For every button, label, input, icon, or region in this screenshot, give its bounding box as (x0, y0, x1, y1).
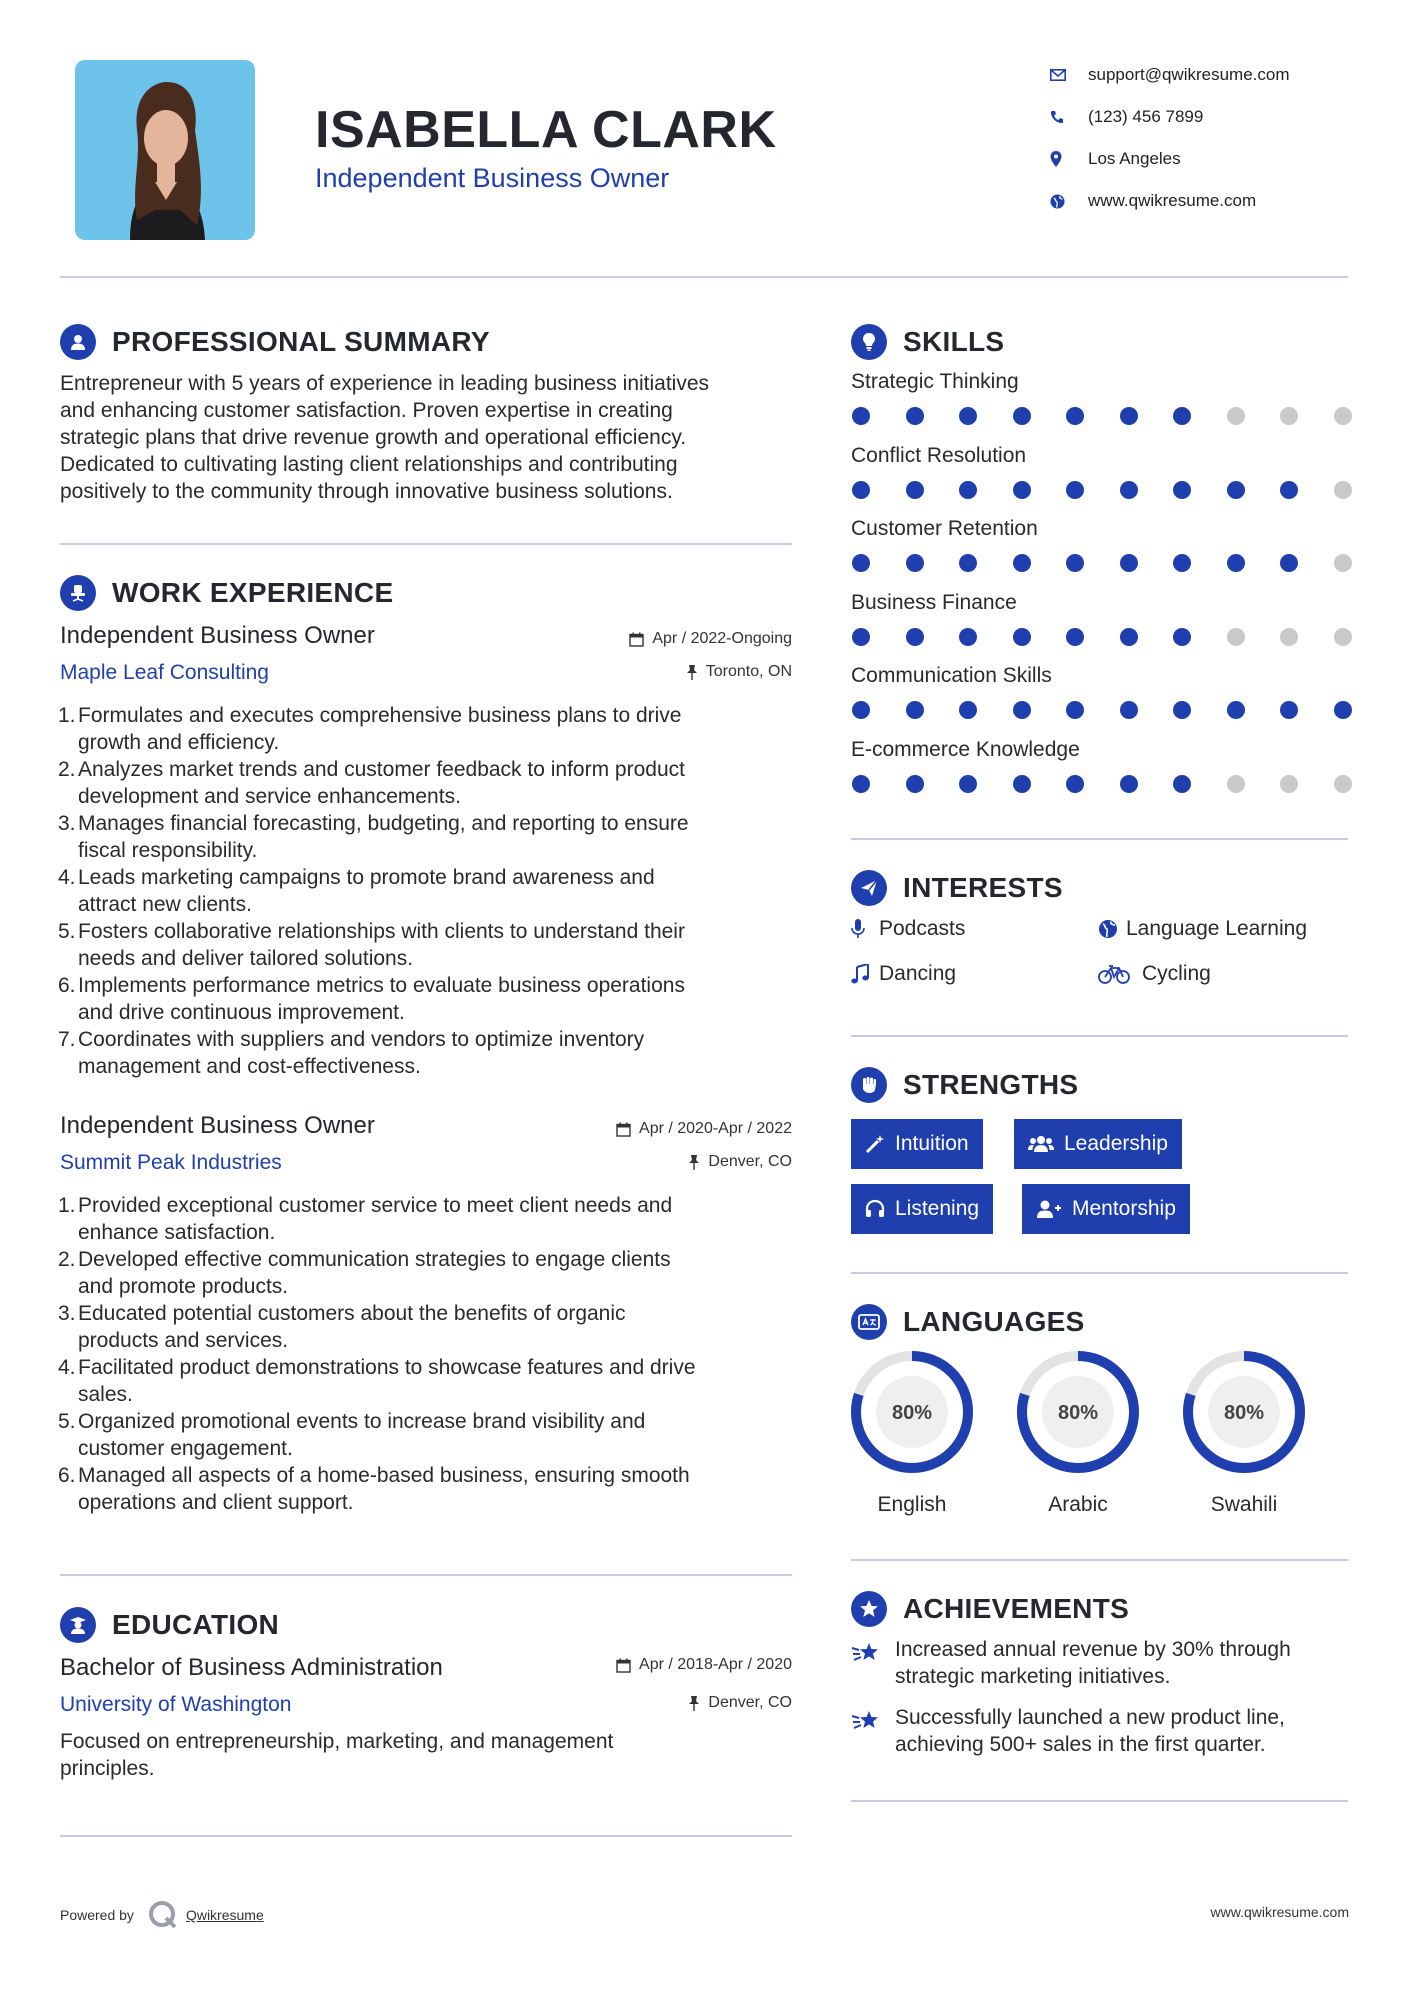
summary-line: and enhancing customer satisfaction. Proven expertise in creating (60, 399, 673, 422)
rating-dot-empty (1227, 628, 1245, 646)
rating-dot-empty (1227, 775, 1245, 793)
rating-dot-filled (1280, 554, 1298, 572)
globe-icon (1098, 919, 1126, 939)
list-item: 1. Formulates and executes comprehensive business plans to drive growth and efficiency. (58, 704, 682, 754)
pushpin-icon (686, 665, 698, 680)
rating-dot-filled (1173, 701, 1191, 719)
candidate-name: ISABELLA CLARK (315, 101, 777, 159)
skill-rating (852, 701, 1352, 719)
rating-dot-filled (1173, 775, 1191, 793)
language-progress-ring (1016, 1350, 1140, 1474)
list-item: 4. Leads marketing campaigns to promote brand awareness and attract new clients. (58, 866, 655, 916)
shooting-star-icon (851, 1704, 895, 1758)
list-item: 7. Coordinates with suppliers and vendors to optimize inventory management and cost-effectiveness. (58, 1028, 645, 1078)
fist-icon (851, 1067, 887, 1103)
skill-rating (852, 775, 1352, 793)
rating-dot-empty (1334, 481, 1352, 499)
rating-dot-filled (1173, 407, 1191, 425)
microphone-icon (851, 919, 879, 939)
skill-rating (852, 554, 1352, 572)
rating-dot-filled (906, 628, 924, 646)
interest-item-dancing (851, 962, 956, 986)
user-plus-icon (1036, 1199, 1062, 1219)
calendar-icon (616, 1658, 631, 1673)
rating-dot-empty (1280, 407, 1298, 425)
education-heading: EDUCATION (112, 1609, 280, 1640)
skill-name: Customer Retention (851, 517, 1038, 540)
summary-text (60, 370, 795, 505)
interests-heading: INTERESTS (903, 872, 1063, 903)
strengths-heading: STRENGTHS (903, 1069, 1079, 1100)
achievement-item (851, 1636, 1351, 1690)
rating-dot-empty (1334, 628, 1352, 646)
rating-dot-filled (959, 407, 977, 425)
users-icon (1028, 1134, 1054, 1154)
strength-tag-leadership (1014, 1119, 1182, 1169)
rating-dot-filled (1120, 407, 1138, 425)
contact-phone-text: (123) 456 7899 (1088, 107, 1204, 126)
school-name: University of Washington (60, 1693, 292, 1716)
strength-tag-intuition (851, 1119, 983, 1169)
phone-icon (1050, 110, 1088, 124)
rating-dot-filled (1066, 554, 1084, 572)
list-item: 6. Managed all aspects of a home-based business, ensuring smooth operations and client support. (58, 1464, 690, 1514)
list-item: 2. Analyzes market trends and customer feedback to inform product development and service enhancements. (58, 758, 685, 808)
job-title: Independent Business Owner (60, 1112, 375, 1139)
summary-line: positively to the community through innovative business solutions. (60, 480, 673, 503)
rating-dot-filled (906, 407, 924, 425)
interests-header (851, 870, 1063, 906)
skill-name: Conflict Resolution (851, 443, 1027, 467)
footer-powered-by (60, 1900, 264, 1930)
contact-website[interactable] (1050, 180, 1290, 222)
skill-name: E-commerce Knowledge (851, 737, 1080, 761)
contact-website-text: www.qwikresume.com (1088, 191, 1257, 210)
rating-dot-filled (1013, 554, 1031, 572)
education-header (60, 1607, 279, 1643)
envelope-icon (1050, 69, 1088, 81)
qwikresume-link[interactable]: Qwikresume (185, 1907, 264, 1923)
achievements-divider (851, 1800, 1348, 1802)
job-company: Summit Peak Industries (60, 1151, 282, 1174)
achievement-text: Increased annual revenue by 30% through strategic marketing initiatives. (895, 1638, 1291, 1688)
music-icon (851, 964, 879, 984)
office-chair-icon (60, 575, 96, 611)
education-location (688, 1694, 792, 1712)
list-item: 3. Manages financial forecasting, budgeting, and reporting to ensure fiscal responsibility. (58, 812, 689, 862)
rating-dot-empty (1280, 775, 1298, 793)
achievement-item (851, 1704, 1351, 1758)
rating-dot-filled (1013, 481, 1031, 499)
rating-dot-empty (1334, 775, 1352, 793)
interest-label: Language Learning (1126, 917, 1308, 940)
lightbulb-icon (851, 324, 887, 360)
summary-line: Dedicated to cultivating lasting client relationships and contributing (60, 453, 678, 476)
map-pin-icon (1050, 151, 1088, 167)
interest-label: Dancing (879, 962, 957, 985)
experience-heading: WORK EXPERIENCE (112, 577, 394, 608)
interest-item-language-learning (1098, 917, 1307, 941)
language-item (850, 1350, 974, 1517)
language-progress-ring (850, 1350, 974, 1474)
job-responsibilities (60, 702, 800, 1080)
rating-dot-filled (906, 775, 924, 793)
strength-tag-mentorship (1022, 1184, 1190, 1234)
qwikresume-logo-icon (148, 1900, 178, 1930)
rating-dot-filled (1120, 628, 1138, 646)
rating-dot-filled (1066, 481, 1084, 499)
rating-dot-filled (1227, 481, 1245, 499)
achievement-text: Successfully launched a new product line, achieving 500+ sales in the first quarter. (895, 1706, 1285, 1756)
job-location (688, 1153, 792, 1171)
education-dates-text: Apr / 2018-Apr / 2020 (639, 1656, 792, 1673)
strength-label: Intuition (895, 1132, 969, 1155)
globe-icon (1050, 194, 1088, 209)
education-description (60, 1728, 795, 1782)
paper-plane-icon (851, 870, 887, 906)
shooting-star-icon (851, 1636, 895, 1690)
summary-line: strategic plans that drive revenue growth and operational efficiency. (60, 426, 687, 449)
skill-rating (852, 407, 1352, 425)
skill-name: Communication Skills (851, 664, 1052, 687)
magic-wand-icon (865, 1134, 885, 1154)
language-item (1182, 1350, 1306, 1517)
job-location-text: Denver, CO (708, 1153, 792, 1170)
skill-rating (852, 628, 1352, 646)
user-icon (60, 324, 96, 360)
bicycle-icon (1098, 964, 1142, 984)
contact-location (1050, 138, 1290, 180)
interests-divider (851, 1035, 1348, 1037)
rating-dot-filled (1173, 628, 1191, 646)
summary-heading: PROFESSIONAL SUMMARY (112, 326, 490, 357)
language-icon (851, 1304, 887, 1340)
rating-dot-filled (1066, 701, 1084, 719)
languages-header (851, 1304, 1085, 1340)
job-dates (616, 1120, 792, 1138)
job-dates (629, 630, 792, 648)
summary-divider (60, 543, 792, 545)
rating-dot-filled (1227, 554, 1245, 572)
skill-name: Strategic Thinking (851, 370, 1019, 393)
list-item: 6. Implements performance metrics to evaluate business operations and drive continuous improvement. (58, 974, 685, 1024)
rating-dot-filled (1013, 407, 1031, 425)
experience-header (60, 575, 393, 611)
rating-dot-filled (852, 628, 870, 646)
list-item: 1. Provided exceptional customer service to meet client needs and enhance satisfaction. (58, 1194, 673, 1244)
rating-dot-filled (959, 775, 977, 793)
job-location (686, 663, 792, 681)
rating-dot-filled (959, 554, 977, 572)
job-responsibilities (60, 1192, 800, 1516)
interest-item-podcasts (851, 917, 965, 941)
strength-label: Mentorship (1072, 1197, 1176, 1220)
strengths-header (851, 1067, 1078, 1103)
rating-dot-filled (1013, 775, 1031, 793)
language-name: English (877, 1493, 947, 1516)
strength-label: Listening (895, 1197, 980, 1220)
headphones-icon (865, 1199, 885, 1219)
languages-heading: LANGUAGES (903, 1306, 1085, 1337)
job-title: Independent Business Owner (60, 622, 375, 649)
rating-dot-filled (1066, 407, 1084, 425)
rating-dot-filled (1280, 701, 1298, 719)
footer-website[interactable]: www.qwikresume.com (1210, 1904, 1349, 1920)
skills-divider (851, 838, 1348, 840)
interest-label: Cycling (1142, 962, 1211, 985)
rating-dot-filled (959, 481, 977, 499)
list-item: 5. Fosters collaborative relationships with clients to understand their needs and deliver tailored solutions. (58, 920, 685, 970)
contact-phone[interactable] (1050, 96, 1290, 138)
skill-name: Business Finance (851, 590, 1017, 614)
rating-dot-empty (1334, 554, 1352, 572)
language-item (1016, 1350, 1140, 1517)
header-divider (60, 276, 1348, 278)
rating-dot-filled (1120, 481, 1138, 499)
rating-dot-filled (1120, 554, 1138, 572)
rating-dot-empty (1227, 407, 1245, 425)
rating-dot-filled (852, 775, 870, 793)
list-item: 2. Developed effective communication strategies to engage clients and promote products. (58, 1248, 671, 1298)
calendar-icon (629, 632, 644, 647)
graduate-icon (60, 1607, 96, 1643)
education-dates (616, 1656, 792, 1674)
rating-dot-empty (1280, 628, 1298, 646)
rating-dot-filled (906, 554, 924, 572)
contact-location-text: Los Angeles (1088, 149, 1181, 168)
experience-divider (60, 1574, 792, 1576)
job-location-text: Toronto, ON (705, 663, 792, 680)
summary-header (60, 324, 490, 360)
education-line: Focused on entrepreneurship, marketing, and management (60, 1730, 614, 1753)
strength-label: Leadership (1064, 1132, 1168, 1155)
achievements-header (851, 1591, 1129, 1627)
strengths-divider (851, 1272, 1348, 1274)
rating-dot-filled (959, 628, 977, 646)
achievements-heading: ACHIEVEMENTS (903, 1593, 1130, 1624)
list-item: 3. Educated potential customers about the benefits of organic products and services. (58, 1302, 626, 1352)
education-line: principles. (60, 1757, 155, 1780)
language-progress-ring (1182, 1350, 1306, 1474)
rating-dot-filled (959, 701, 977, 719)
summary-line: Entrepreneur with 5 years of experience in leading business initiatives (60, 372, 710, 395)
contact-email[interactable] (1050, 54, 1290, 96)
rating-dot-filled (1227, 701, 1245, 719)
candidate-title: Independent Business Owner (315, 163, 670, 193)
rating-dot-filled (1013, 628, 1031, 646)
rating-dot-filled (852, 554, 870, 572)
education-divider (60, 1835, 792, 1837)
rating-dot-filled (1013, 701, 1031, 719)
powered-by-label: Powered by (60, 1907, 134, 1923)
rating-dot-filled (852, 481, 870, 499)
pushpin-icon (688, 1696, 700, 1711)
rating-dot-filled (1120, 701, 1138, 719)
languages-divider (851, 1559, 1348, 1561)
rating-dot-filled (1173, 481, 1191, 499)
language-name: Arabic (1048, 1493, 1108, 1516)
rating-dot-filled (852, 701, 870, 719)
education-location-text: Denver, CO (708, 1694, 792, 1711)
pushpin-icon (688, 1155, 700, 1170)
contact-email-text: support@qwikresume.com (1088, 65, 1290, 84)
interest-item-cycling (1098, 962, 1211, 986)
rating-dot-filled (852, 407, 870, 425)
language-percent: 80% (1223, 1402, 1265, 1424)
contact-list (1050, 54, 1290, 222)
list-item: 5. Organized promotional events to increase brand visibility and customer engagement. (58, 1410, 646, 1460)
skill-rating (852, 481, 1352, 499)
rating-dot-filled (1066, 775, 1084, 793)
job-dates-text: Apr / 2022-Ongoing (652, 630, 792, 647)
interest-label: Podcasts (879, 917, 966, 940)
rating-dot-filled (1066, 628, 1084, 646)
language-percent: 80% (891, 1402, 933, 1424)
skills-heading: SKILLS (903, 326, 1005, 357)
job-dates-text: Apr / 2020-Apr / 2022 (639, 1120, 792, 1137)
rating-dot-filled (1120, 775, 1138, 793)
strength-tag-listening (851, 1184, 993, 1234)
rating-dot-filled (906, 481, 924, 499)
language-name: Swahili (1210, 1493, 1278, 1516)
rating-dot-filled (1334, 701, 1352, 719)
rating-dot-filled (1280, 481, 1298, 499)
star-badge-icon (851, 1591, 887, 1627)
rating-dot-filled (1173, 554, 1191, 572)
calendar-icon (616, 1122, 631, 1137)
profile-photo (75, 60, 255, 240)
language-percent: 80% (1057, 1402, 1099, 1424)
rating-dot-empty (1334, 407, 1352, 425)
rating-dot-filled (906, 701, 924, 719)
skills-header (851, 324, 1004, 360)
degree-title: Bachelor of Business Administration (60, 1654, 443, 1681)
list-item: 4. Facilitated product demonstrations to showcase features and drive sales. (58, 1356, 696, 1406)
job-company: Maple Leaf Consulting (60, 661, 269, 684)
